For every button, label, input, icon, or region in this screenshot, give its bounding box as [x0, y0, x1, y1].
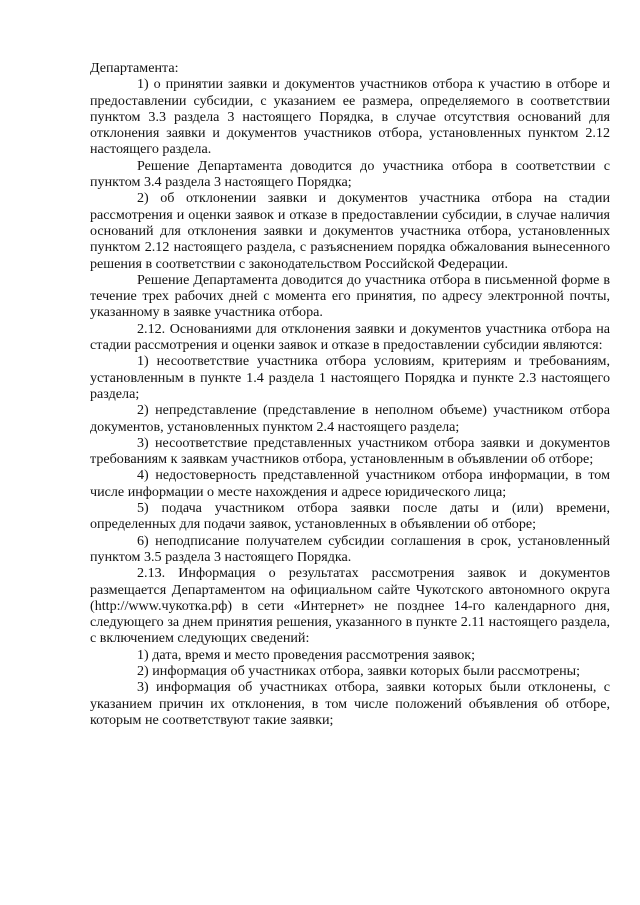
- paragraph-decision-reject: 2) об отклонении заявки и документов участника отбора на стадии рассмотрения и оценки заявок и отказе в предоставлении субсидии, в случае наличия оснований для отклонения заявки и документов участника отбора, установленных пунктом 2.12 настоящего раздела, с разъяснением порядка обжалования вынесенного решения в соответствии с законодательством Российской Федерации.: [90, 190, 610, 272]
- paragraph-ground-6: 6) неподписание получателем субсидии соглашения в срок, установленный пунктом 3.5 раздела 3 настоящего Порядка.: [90, 532, 610, 565]
- paragraph-ground-1: 1) несоответствие участника отбора условиям, критериям и требованиям, установленным в пункте 1.4 раздела 1 настоящего Порядка и пункте 2.3 настоящего раздела;: [90, 353, 610, 402]
- paragraph-result-item-2: 2) информация об участниках отбора, заявки которых были рассмотрены;: [137, 662, 581, 679]
- paragraph-ground-4: 4) недостоверность представленной участником отбора информации, в том числе информации о месте нахождения и адресе юридического лица;: [90, 467, 610, 500]
- paragraph-decision-notice-2: Решение Департамента доводится до участника отбора в письменной форме в течение трех рабочих дней с момента его принятия, по адресу электронной почты, указанному в заявке участника отбора.: [90, 271, 610, 321]
- paragraph-2-13-results: 2.13. Информация о результатах рассмотрения заявок и документов размещается Департаментом на официальном сайте Чукотского автономного округа (http://www.чукотка.рф) в сети «Интернет» не позднее 14-го календарного дня, следующего за днем принятия решения, указанного в пункте 2.11 настоящего раздела, с включением следующих сведений:: [90, 565, 610, 647]
- paragraph-department-heading: Департамента:: [90, 60, 179, 76]
- paragraph-result-item-3: 3) информация об участниках отбора, заявки которых были отклонены, с указанием причин их отклонения, в том числе положений объявления об отборе, которым не соответствуют такие заявки;: [90, 679, 610, 728]
- paragraph-result-item-1: 1) дата, время и место проведения рассмотрения заявок;: [137, 646, 476, 663]
- paragraph-ground-2: 2) непредставление (представление в неполном объеме) участником отбора документов, установленных пунктом 2.4 настоящего раздела;: [90, 402, 610, 435]
- paragraph-ground-3: 3) несоответствие представленных участником отбора заявки и документов требованиям к заявкам участников отбора, установленным в объявлении об отборе;: [90, 434, 610, 468]
- paragraph-2-12-grounds: 2.12. Основаниями для отклонения заявки и документов участника отбора на стадии рассмотрения и оценки заявок и отказе в предоставлении субсидии являются:: [90, 320, 610, 354]
- paragraph-ground-5: 5) подача участником отбора заявки после даты и (или) времени, определенных для подачи заявок, установленных в объявлении об отборе;: [90, 500, 610, 533]
- paragraph-decision-notice-1: Решение Департамента доводится до участника отбора в соответствии с пунктом 3.4 раздела 3 настоящего Порядка;: [90, 157, 610, 191]
- paragraph-decision-accept: 1) о принятии заявки и документов участников отбора к участию в отборе и предоставлении субсидии, с указанием ее размера, определяемого в соответствии пунктом 3.3 раздела 3 настоящего Порядка, в случае отсутствия оснований для отклонения заявки и документов участников отбора, установленных пунктом 2.12 настоящего раздела.: [90, 76, 610, 158]
